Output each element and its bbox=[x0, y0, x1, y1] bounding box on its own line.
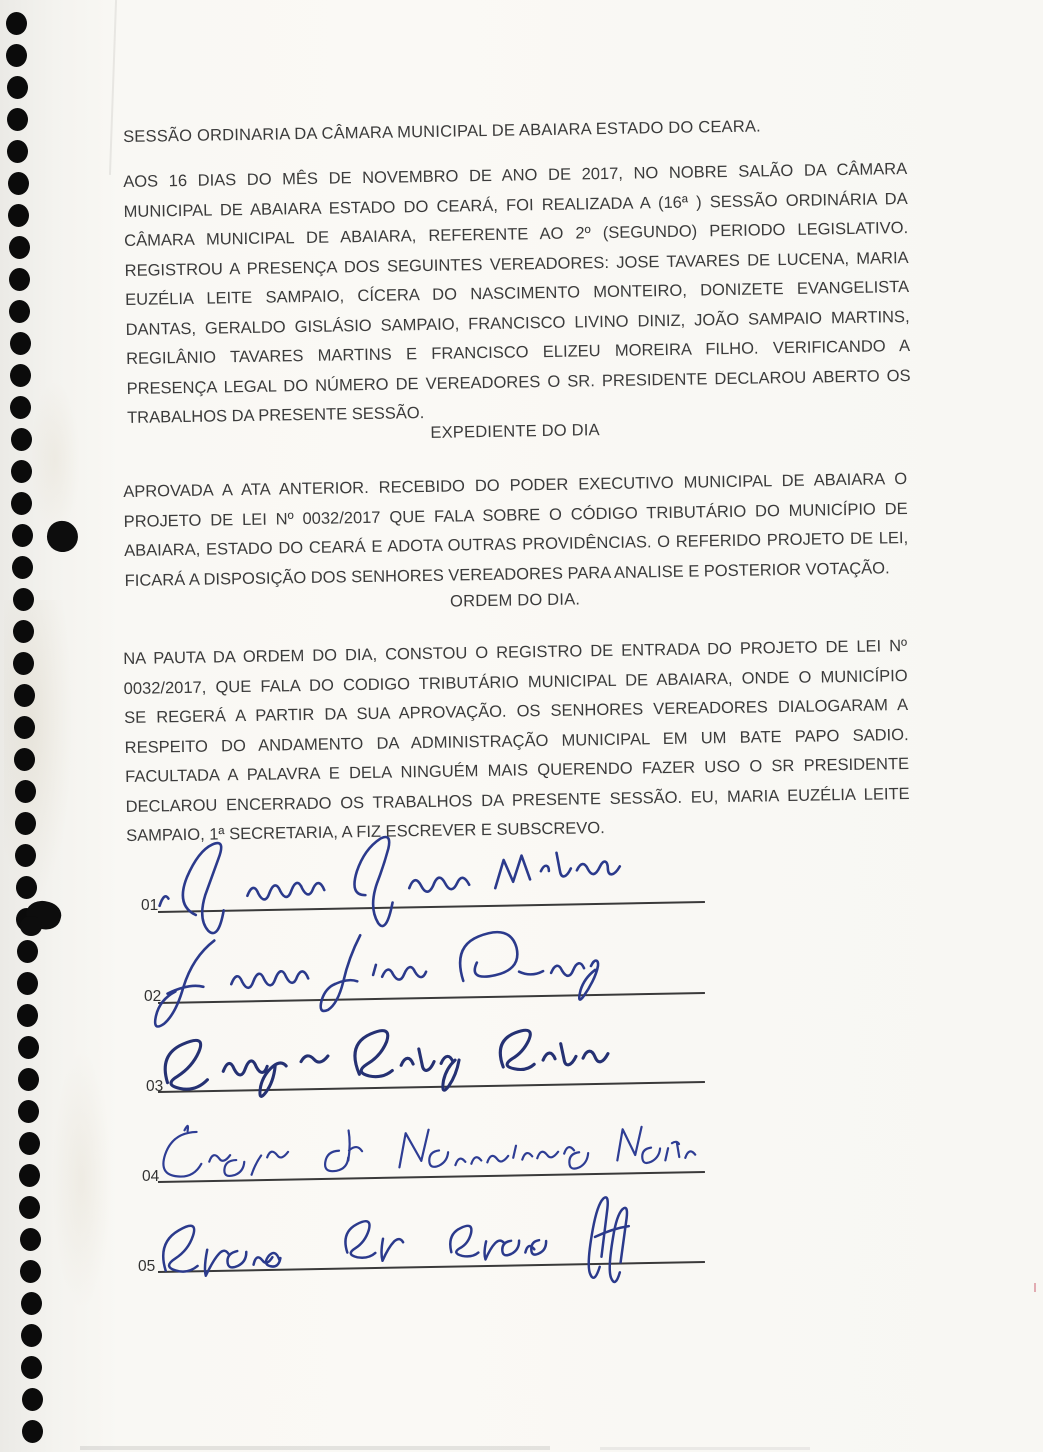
signature-number: 02 bbox=[144, 988, 162, 1005]
binding-hole bbox=[9, 236, 30, 259]
paragraph-line: DECLAROU ENCERRADO OS TRABALHOS DA PRESENTE SESSÃO. EU, MARIA EUZÉLIA LEITE bbox=[125, 784, 910, 816]
paragraph-line: AOS 16 DIAS DO MÊS DE NOVEMBRO DE ANO DE 2017, NO NOBRE SALÃO DA CÂMARA bbox=[123, 160, 908, 191]
scan-edge-shadow bbox=[80, 1446, 550, 1450]
binding-hole bbox=[21, 1324, 42, 1347]
binding-hole bbox=[17, 972, 38, 995]
binding-hole bbox=[14, 684, 35, 707]
paragraph-line: FICARÁ A DISPOSIÇÃO DOS SENHORES VEREADORES PARA ANALISE E POSTERIOR VOTAÇÃO. bbox=[124, 558, 890, 590]
binding-hole bbox=[15, 780, 36, 803]
paragraph-line: FACULTADA A PALAVRA E DELA NINGUÉM MAIS QUERENDO FAZER USO O SR PRESIDENTE bbox=[125, 754, 910, 786]
paragraph-line: PRESENÇA LEGAL DO NÚMERO DE VEREADORES O SR. PRESIDENTE DECLAROU ABERTO OS bbox=[126, 366, 911, 398]
paragraph-line: SAMPAIO, 1ª SECRETARIA, A FIZ ESCREVER E SUBSCREVO. bbox=[126, 819, 605, 845]
binding-hole bbox=[20, 1228, 41, 1251]
signature-number: 05 bbox=[138, 1258, 156, 1275]
paragraph-line: ABAIARA, ESTADO DO CEARÁ E ADOTA OUTRAS PROVIDÊNCIAS. O REFERIDO PROJETO DE LEI, bbox=[124, 528, 909, 560]
binding-hole bbox=[11, 428, 32, 451]
paragraph-line: CÂMARA MUNICIPAL DE ABAIARA, REFERENTE AO 2º (SEGUNDO) PERIODO LEGISLATIVO. bbox=[124, 218, 909, 250]
paragraph-line: DANTAS, GERALDO GISLÁSIO SAMPAIO, FRANCISCO LIVINO DINIZ, JOÃO SAMPAIO MARTINS, bbox=[125, 307, 910, 339]
paragraph-expediente bbox=[123, 465, 909, 596]
binding-hole bbox=[15, 812, 36, 835]
page-title: SESSÃO ORDINARIA DA CÂMARA MUNICIPAL DE ABAIARA ESTADO DO CEARA. bbox=[123, 117, 762, 146]
binding-hole bbox=[12, 524, 33, 547]
section-heading-expediente: EXPEDIENTE DO DIA bbox=[430, 421, 600, 442]
binding-hole bbox=[18, 1036, 39, 1059]
paragraph-line: APROVADA A ATA ANTERIOR. RECEBIDO DO PODER EXECUTIVO MUNICIPAL DE ABAIARA O bbox=[123, 470, 908, 501]
paragraph-line: REGISTROU A PRESENÇA DOS SEGUINTES VEREADORES: JOSE TAVARES DE LUCENA, MARIA bbox=[124, 248, 909, 280]
binding-hole bbox=[19, 1132, 40, 1155]
binding-hole bbox=[14, 716, 35, 739]
signature-number: 01 bbox=[141, 897, 159, 914]
signature-05-handwriting bbox=[150, 1184, 712, 1307]
stray-mark bbox=[1034, 1283, 1036, 1292]
binding-hole bbox=[22, 1388, 43, 1411]
binding-hole bbox=[18, 1068, 39, 1091]
paragraph-line: SE REGERÁ A PARTIR DA SUA APROVAÇÃO. OS SENHORES VEREADORES DIALOGARAM A bbox=[124, 695, 909, 727]
binding-hole bbox=[8, 172, 29, 195]
binding-hole bbox=[6, 12, 27, 35]
binding-hole bbox=[19, 1164, 40, 1187]
ink-blob bbox=[20, 916, 42, 936]
section-heading-ordem: ORDEM DO DIA. bbox=[449, 590, 581, 611]
paragraph-opening bbox=[123, 155, 911, 433]
binding-hole bbox=[17, 940, 38, 963]
binding-hole bbox=[10, 364, 31, 387]
paragraph-line: RESPEITO DO ANDAMENTO DA ADMINISTRAÇÃO MUNICIPAL EM UM BATE PAPO SADIO. bbox=[124, 725, 909, 757]
paragraph-line: PROJETO DE LEI Nº 0032/2017 QUE FALA SOBRE O CÓDIGO TRIBUTÁRIO DO MUNICÍPIO DE bbox=[123, 499, 908, 531]
binding-hole bbox=[11, 460, 32, 483]
paragraph-line: EUZÉLIA LEITE SAMPAIO, CÍCERA DO NASCIMENTO MONTEIRO, DONIZETE EVANGELISTA bbox=[125, 277, 910, 309]
binding-hole bbox=[9, 268, 30, 291]
paragraph-line: TRABALHOS DA PRESENTE SESSÃO. bbox=[126, 404, 425, 427]
signature-number: 04 bbox=[142, 1168, 160, 1185]
paragraph-line: NA PAUTA DA ORDEM DO DIA, CONSTOU O REGISTRO DE ENTRADA DO PROJETO DE LEI Nº bbox=[123, 637, 908, 668]
binding-hole bbox=[7, 108, 28, 131]
binding-hole bbox=[22, 1420, 43, 1443]
binding-hole bbox=[10, 332, 31, 355]
binding-hole bbox=[7, 76, 28, 99]
binding-hole bbox=[16, 876, 37, 899]
signature-number: 03 bbox=[146, 1078, 164, 1095]
paragraph-line: 0032/2017, QUE FALA DO CODIGO TRIBUTÁRIO MUNICIPAL DE ABAIARA, ONDE O MUNICÍPIO bbox=[123, 666, 908, 698]
paragraph-line: MUNICIPAL DE ABAIARA ESTADO DO CEARÁ, FOI REALIZADA A (16ª ) SESSÃO ORDINÁRIA DA bbox=[123, 189, 908, 221]
binding-hole bbox=[13, 588, 34, 611]
paragraph-line: REGILÂNIO TAVARES MARTINS E FRANCISCO ELIZEU MOREIRA FILHO. VERIFICANDO A bbox=[126, 336, 911, 368]
paragraph-ordem bbox=[123, 632, 910, 851]
scan-edge-shadow bbox=[600, 1447, 810, 1450]
binding-hole bbox=[13, 620, 34, 643]
binding-hole bbox=[21, 1292, 42, 1315]
